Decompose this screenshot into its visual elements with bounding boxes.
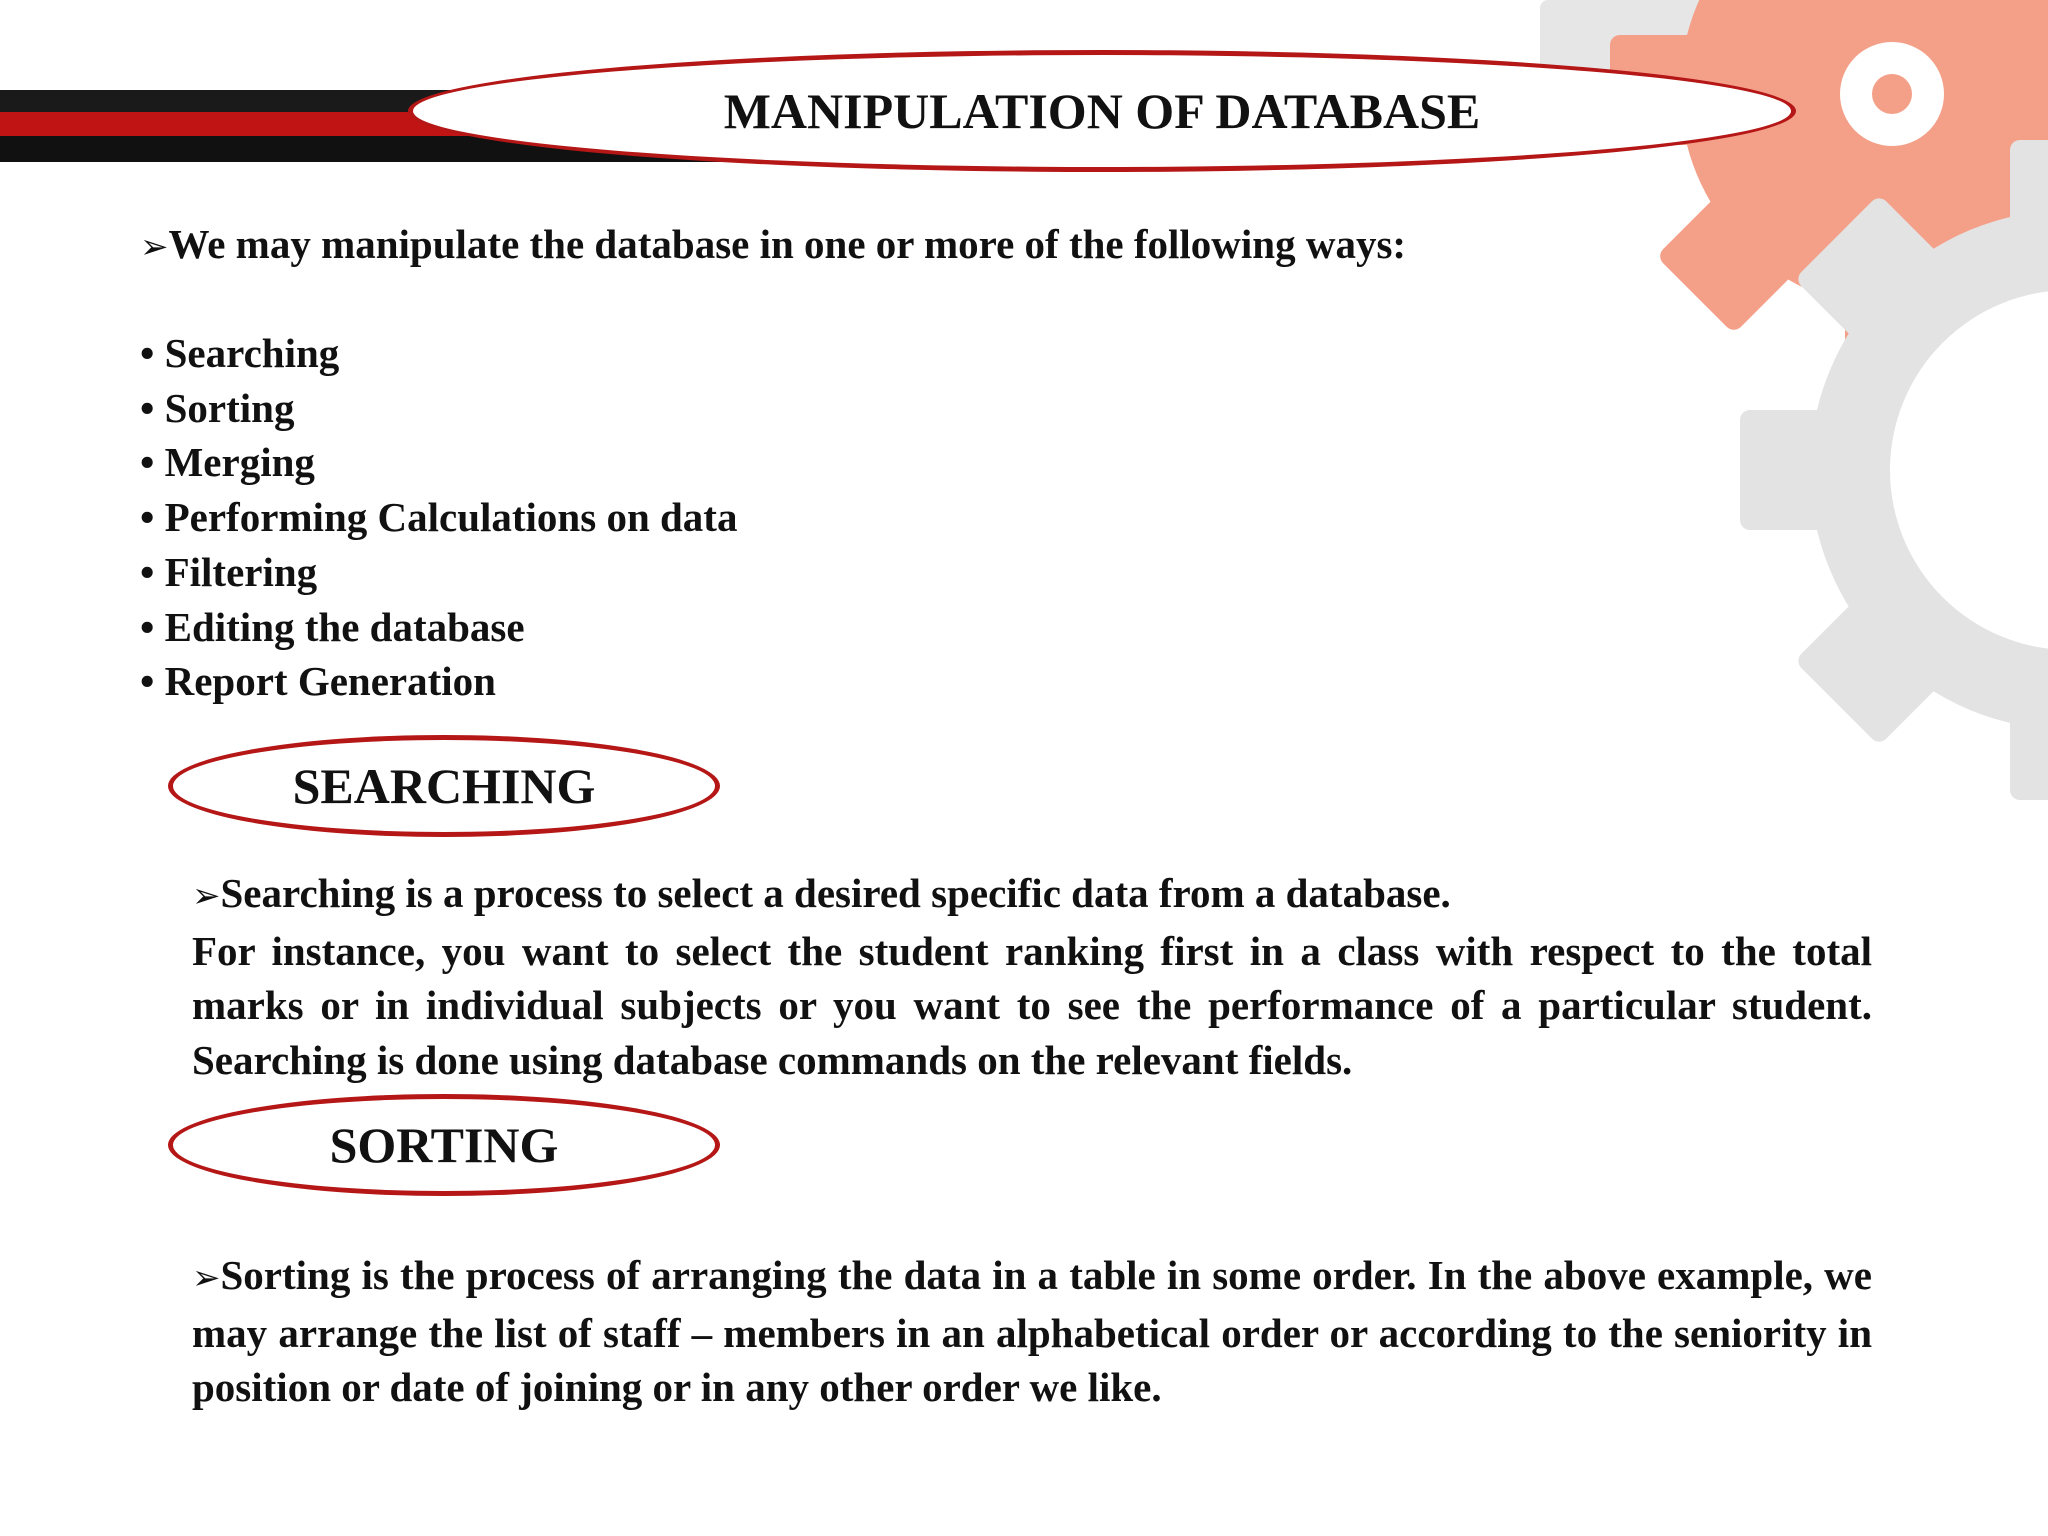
sorting-body: Sorting is the process of arranging the data in a table in some order. In the above example, we may arrange the list of staff – members in an alphabetical order or according to the seniority in position or date of joining or in any other order we like. bbox=[192, 1252, 1872, 1410]
slide-title bbox=[408, 50, 1796, 172]
list-item: • Merging bbox=[140, 439, 315, 486]
searching-heading-text: SEARCHING bbox=[292, 758, 596, 814]
list-item: • Searching bbox=[140, 330, 340, 376]
bullet-dot-icon: • bbox=[140, 603, 155, 650]
slide-title-text: MANIPULATION OF DATABASE bbox=[723, 83, 1481, 139]
sorting-heading-text: SORTING bbox=[329, 1117, 559, 1173]
sorting-paragraph bbox=[192, 1248, 1872, 1415]
bullet-dot-icon: • bbox=[140, 658, 155, 705]
searching-body: For instance, you want to select the student ranking first in a class with respect to the total marks or in individual subjects or you want to see the performance of a particular student. Searching is done using database commands on the relevant fields. bbox=[192, 927, 1872, 1083]
gear-orange-icon bbox=[1610, 0, 2048, 380]
arrow-bullet-icon: ➢ bbox=[192, 1258, 221, 1298]
arrow-bullet-icon: ➢ bbox=[140, 227, 169, 267]
bullet-dot-icon: • bbox=[140, 548, 155, 595]
bullet-dot-icon: • bbox=[140, 439, 155, 486]
intro-text: We may manipulate the database in one or more of the following ways: bbox=[168, 221, 1407, 267]
bullet-dot-icon: • bbox=[140, 330, 155, 376]
searching-paragraph bbox=[192, 866, 1872, 1087]
searching-definition: Searching is a process to select a desired specific data from a database. bbox=[220, 870, 1451, 916]
list-item: • Sorting bbox=[140, 384, 295, 431]
list-item: • Report Generation bbox=[140, 658, 496, 705]
searching-heading bbox=[168, 735, 720, 837]
bullet-dot-icon: • bbox=[140, 384, 155, 431]
sorting-heading bbox=[168, 1094, 720, 1196]
manipulation-list bbox=[140, 326, 737, 709]
bullet-dot-icon: • bbox=[140, 494, 155, 541]
list-item: • Editing the database bbox=[140, 603, 525, 650]
list-item: • Filtering bbox=[140, 548, 318, 595]
arrow-bullet-icon: ➢ bbox=[192, 876, 221, 916]
list-item: • Performing Calculations on data bbox=[140, 494, 738, 541]
intro-line bbox=[140, 216, 1840, 275]
